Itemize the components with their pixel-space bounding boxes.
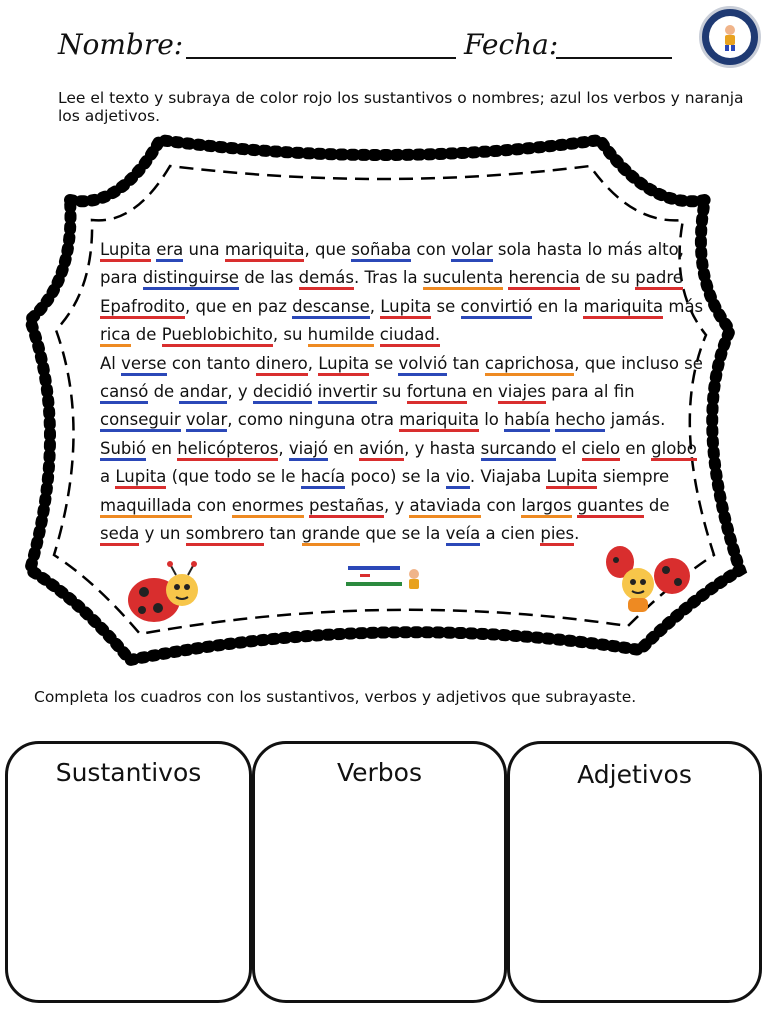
underlined-verb: cansó (100, 382, 148, 404)
underlined-verb: invertir (318, 382, 378, 404)
underlined-noun: dinero (256, 354, 308, 376)
underlined-noun: Lupita (380, 297, 431, 319)
box-title-sustantivos: Sustantivos (55, 758, 202, 787)
underlined-verb: conseguir (100, 410, 181, 432)
underlined-noun: Pueblobichito (162, 325, 273, 347)
story-text (100, 236, 710, 548)
mini-brand-logo (340, 560, 430, 594)
underlined-noun: Lupita (318, 354, 369, 376)
underlined-noun: mariquita (399, 410, 479, 432)
box-adjetivos[interactable] (507, 741, 762, 1003)
underlined-noun: avión (359, 439, 404, 461)
underlined-noun: sombrero (186, 524, 264, 546)
underlined-adjective: largos (521, 496, 571, 518)
underlined-adjective: rica (100, 325, 131, 347)
underlined-verb: distinguirse (143, 268, 239, 290)
story-paragraph-2: Al verse con tanto dinero, Lupita se volvió tan caprichosa, que incluso se cansó de andar, y decidió invertir su fortuna en viajes para al fin conseguir volar, como ninguna otra mariquita lo había hecho jamás. Subió en helicópteros, viajó en avión, y hasta surcando el cielo en globo a Lupita (que todo se le hacía poco) se la vio. Viajaba Lupita siempre maquillada con enormes pestañas, y ataviada con largos guantes de seda y un sombrero tan grande que se la veía a cien pies. (100, 350, 710, 549)
underlined-noun: Epafrodito (100, 297, 185, 319)
underlined-verb: vio (446, 467, 470, 489)
underlined-noun: seda (100, 524, 139, 546)
brand-logo (699, 6, 761, 68)
name-label: Nombre: (58, 28, 184, 61)
underlined-adjective: ataviada (409, 496, 481, 518)
underlined-verb: veía (446, 524, 481, 546)
underlined-noun: helicópteros (177, 439, 278, 461)
underlined-verb: soñaba (351, 240, 411, 262)
underlined-adjective: humilde (308, 325, 375, 347)
underlined-verb: verse (121, 354, 166, 376)
underlined-noun: globo (651, 439, 697, 461)
underlined-noun: mariquita (583, 297, 663, 319)
underlined-noun: pestañas (309, 496, 384, 518)
underlined-noun: Lupita (546, 467, 597, 489)
box-title-adjetivos: Adjetivos (577, 760, 692, 789)
underlined-noun: demás (299, 268, 354, 290)
underlined-verb: había (504, 410, 550, 432)
ladybug-left-illustration (124, 560, 206, 632)
underlined-adjective: caprichosa (485, 354, 574, 376)
underlined-verb: andar (179, 382, 227, 404)
underlined-verb: hacía (301, 467, 345, 489)
underlined-noun: ciudad. (380, 325, 440, 347)
ladybug-right-illustration (600, 540, 692, 618)
date-label: Fecha: (464, 28, 559, 61)
story-paragraph-1: Lupita era una mariquita, que soñaba con volar sola hasta lo más alto, para distinguirse de las demás. Tras la suculenta herencia de su padre Epafrodito, que en paz descanse, Lupita se convirtió en la mariquita más rica de Pueblobichito, su humilde ciudad. (100, 236, 710, 350)
underlined-adjective: enormes (232, 496, 304, 518)
underlined-verb: era (156, 240, 183, 262)
underlined-verb: decidió (253, 382, 312, 404)
underlined-verb: Subió (100, 439, 146, 461)
name-line[interactable] (186, 57, 456, 59)
underlined-noun: guantes (577, 496, 644, 518)
underlined-adjective: grande (302, 524, 360, 546)
box-title-verbos: Verbos (336, 758, 422, 787)
underlined-verb: viajó (289, 439, 328, 461)
underlined-adjective: maquillada (100, 496, 192, 518)
underlined-verb: hecho (555, 410, 605, 432)
underlined-noun: Lupita (115, 467, 166, 489)
underlined-noun: cielo (582, 439, 621, 461)
underlined-verb: volar (186, 410, 227, 432)
underlined-verb: volvió (398, 354, 447, 376)
underlined-noun: Lupita (100, 240, 151, 262)
underlined-noun: pies (540, 524, 574, 546)
underlined-noun: mariquita (225, 240, 305, 262)
underlined-verb: descanse (292, 297, 370, 319)
underlined-noun: viajes (498, 382, 546, 404)
date-line[interactable] (556, 57, 672, 59)
underlined-noun: herencia (508, 268, 579, 290)
underlined-noun: fortuna (407, 382, 467, 404)
box-sustantivos[interactable] (5, 741, 252, 1003)
instructions: Lee el texto y subraya de color rojo los sustantivos o nombres; azul los verbos y naranja los adjetivos. (58, 89, 744, 125)
mini-logo-graphic (340, 560, 430, 594)
complete-instruction: Completa los cuadros con los sustantivos, verbos y adjetivos que subrayaste. (34, 688, 637, 706)
underlined-verb: surcando (481, 439, 557, 461)
underlined-noun: padre (635, 268, 683, 290)
box-verbos[interactable] (252, 741, 507, 1003)
underlined-verb: convirtió (461, 297, 533, 319)
logo-child-icon (715, 22, 745, 52)
underlined-verb: volar (451, 240, 492, 262)
underlined-adjective: suculenta (423, 268, 503, 290)
